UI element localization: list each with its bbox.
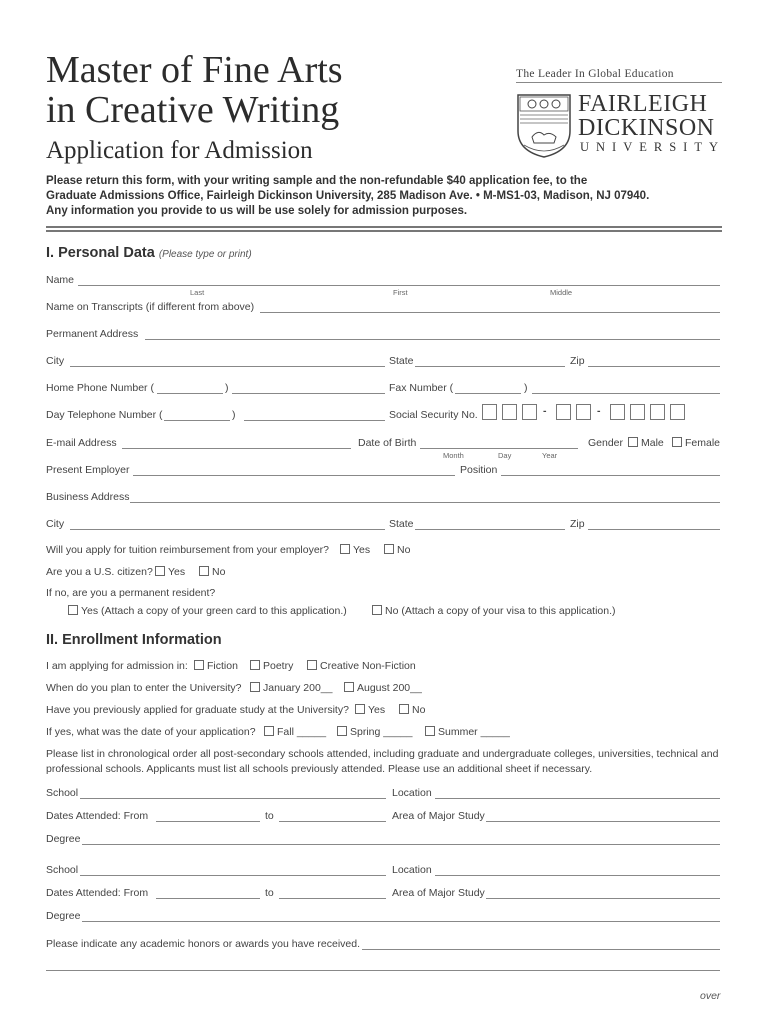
option-label: Fall _____ <box>277 726 327 738</box>
zip-label: Zip <box>570 355 585 367</box>
citizen-question: Are you a U.S. citizen? <box>46 566 153 578</box>
section-note: (Please type or print) <box>158 249 252 260</box>
gender-male-option[interactable] <box>628 437 664 449</box>
tuition-yes-option[interactable] <box>340 544 370 556</box>
schools-instruction-line-1: Please list in chronological order all post-secondary schools attended, including graduate and undergraduate colleges, universities, technical and <box>46 748 719 760</box>
university-name-line-1: FAIRLEIGH <box>578 91 708 117</box>
first-name-caption: First <box>393 288 408 297</box>
dates-to-2-field[interactable] <box>279 898 386 899</box>
option-label: January 200__ <box>263 682 333 694</box>
university-crest-logo <box>514 93 574 159</box>
ssn-digit-box[interactable] <box>556 404 571 420</box>
day-phone-label: Day Telephone Number ( <box>46 409 163 421</box>
ssn-digit-box[interactable] <box>482 404 497 420</box>
instructions-line-3: Any information you provide to us will be use solely for admission purposes. <box>46 205 468 217</box>
option-label: Yes <box>168 566 186 578</box>
gender-female-option[interactable] <box>672 437 720 449</box>
university-name-line-3: UNIVERSITY <box>580 140 725 154</box>
permanent-address-field[interactable] <box>145 339 720 340</box>
employer-label: Present Employer <box>46 464 130 476</box>
email-label: E-mail Address <box>46 437 117 449</box>
ssn-digit-box[interactable] <box>522 404 537 420</box>
business-zip-label: Zip <box>570 518 585 530</box>
home-phone-label: Home Phone Number ( <box>46 382 154 394</box>
option-label: August 200__ <box>357 682 422 694</box>
applying-label: I am applying for admission in: <box>46 660 188 672</box>
ssn-digit-box[interactable] <box>576 404 591 420</box>
tuition-question: Will you apply for tuition reimbursement from your employer? <box>46 544 330 556</box>
name-label: Name <box>46 274 75 286</box>
paren-close: ) <box>225 382 229 394</box>
divider <box>46 230 722 232</box>
middle-name-caption: Middle <box>550 288 573 297</box>
option-label: Female <box>685 437 721 449</box>
university-name-line-2: DICKINSON <box>578 115 715 141</box>
instructions-line-1: Please return this form, with your writing sample and the non-refundable $40 application fee, to the <box>46 175 588 187</box>
tagline: The Leader In Global Education <box>516 68 722 83</box>
location-2-field[interactable] <box>435 875 720 876</box>
city-field[interactable] <box>70 366 385 367</box>
checkbox[interactable] <box>68 605 78 615</box>
major-2-label: Area of Major Study <box>392 887 485 899</box>
poetry-option[interactable] <box>250 660 293 672</box>
honors-field-continued[interactable] <box>46 970 720 971</box>
ssn-digit-box[interactable] <box>650 404 665 420</box>
honors-field[interactable] <box>362 949 720 950</box>
application-date-question: If yes, what was the date of your application? <box>46 726 256 738</box>
business-address-field[interactable] <box>130 502 720 503</box>
page-continue-note: over <box>700 990 721 1002</box>
option-label: No (Attach a copy of your visa to this application.) <box>385 605 616 617</box>
option-label: Yes <box>368 704 386 716</box>
fall-option[interactable] <box>264 726 326 738</box>
section-title: I. Personal Data <box>46 245 155 261</box>
fiction-option[interactable] <box>194 660 238 672</box>
paren-close: ) <box>524 382 528 394</box>
location-2-label: Location <box>392 864 432 876</box>
name-field[interactable] <box>78 285 720 286</box>
location-1-label: Location <box>392 787 432 799</box>
enter-question: When do you plan to enter the University? <box>46 682 242 694</box>
business-city-label: City <box>46 518 65 530</box>
previously-applied-question: Have you previously applied for graduate study at the University? <box>46 704 349 716</box>
dates-from-2-label: Dates Attended: From <box>46 887 149 899</box>
business-zip-field[interactable] <box>588 529 720 530</box>
title-line-2: in Creative Writing <box>46 89 340 131</box>
dates-to-1-label: to <box>265 810 274 822</box>
divider <box>46 226 722 228</box>
checkbox[interactable] <box>628 437 638 447</box>
ssn-digit-box[interactable] <box>610 404 625 420</box>
checkbox[interactable] <box>355 704 365 714</box>
degree-1-field[interactable] <box>82 844 720 845</box>
checkbox[interactable] <box>194 660 204 670</box>
day-phone-field[interactable] <box>244 420 385 421</box>
business-state-label: State <box>389 518 414 530</box>
section-enrollment-heading: II. Enrollment Information <box>46 632 222 648</box>
dates-from-2-field[interactable] <box>156 898 260 899</box>
resident-no-option[interactable] <box>372 605 616 617</box>
email-field[interactable] <box>122 448 351 449</box>
dob-day-caption: Day <box>498 451 512 460</box>
previously-yes-option[interactable] <box>355 704 385 716</box>
fax-label: Fax Number ( <box>389 382 454 394</box>
dob-month-caption: Month <box>443 451 464 460</box>
tuition-no-option[interactable] <box>384 544 410 556</box>
checkbox[interactable] <box>340 544 350 554</box>
degree-2-label: Degree <box>46 910 81 922</box>
transcripts-name-label: Name on Transcripts (if different from above) <box>46 301 255 313</box>
option-label: Fiction <box>207 660 238 672</box>
ssn-dash: - <box>597 405 601 417</box>
dates-to-1-field[interactable] <box>279 821 386 822</box>
dates-to-2-label: to <box>265 887 274 899</box>
creative-nonfiction-option[interactable] <box>307 660 416 672</box>
business-city-field[interactable] <box>70 529 385 530</box>
checkbox[interactable] <box>199 566 209 576</box>
checkbox[interactable] <box>399 704 409 714</box>
position-label: Position <box>460 464 498 476</box>
checkbox[interactable] <box>344 682 354 692</box>
checkbox[interactable] <box>337 726 347 736</box>
resident-question: If no, are you a permanent resident? <box>46 587 216 599</box>
paren-close: ) <box>232 409 236 421</box>
fax-area-code-field[interactable] <box>455 393 521 394</box>
business-address-label: Business Address <box>46 491 130 503</box>
day-phone-area-code-field[interactable] <box>164 420 230 421</box>
major-2-field[interactable] <box>486 898 720 899</box>
instructions-line-2: Graduate Admissions Office, Fairleigh Dickinson University, 285 Madison Ave. • M-MS1-03, Madison, NJ 07940. <box>46 190 650 202</box>
dob-year-caption: Year <box>542 451 558 460</box>
permanent-address-label: Permanent Address <box>46 328 139 340</box>
checkbox[interactable] <box>250 660 260 670</box>
employer-field[interactable] <box>133 475 455 476</box>
checkbox[interactable] <box>372 605 382 615</box>
checkbox[interactable] <box>384 544 394 554</box>
checkbox[interactable] <box>250 682 260 692</box>
checkbox[interactable] <box>307 660 317 670</box>
fax-field[interactable] <box>532 393 720 394</box>
school-1-label: School <box>46 787 79 799</box>
option-label: Yes <box>353 544 371 556</box>
gender-label: Gender <box>588 437 624 449</box>
august-option[interactable] <box>344 682 422 694</box>
summer-option[interactable] <box>425 726 510 738</box>
state-field[interactable] <box>415 366 565 367</box>
zip-field[interactable] <box>588 366 720 367</box>
degree-2-field[interactable] <box>82 921 720 922</box>
form-subtitle: Application for Admission <box>46 137 313 164</box>
dob-label: Date of Birth <box>358 437 417 449</box>
position-field[interactable] <box>501 475 720 476</box>
option-label: Male <box>641 437 664 449</box>
dates-from-1-field[interactable] <box>156 821 260 822</box>
ssn-digit-box[interactable] <box>630 404 645 420</box>
instructions <box>46 174 649 219</box>
option-label: No <box>397 544 411 556</box>
honors-label: Please indicate any academic honors or awards you have received. <box>46 938 361 950</box>
ssn-digit-box[interactable] <box>670 404 685 420</box>
school-1-field[interactable] <box>80 798 386 799</box>
degree-1-label: Degree <box>46 833 81 845</box>
state-label: State <box>389 355 414 367</box>
school-2-label: School <box>46 864 79 876</box>
previously-no-option[interactable] <box>399 704 425 716</box>
spring-option[interactable] <box>337 726 412 738</box>
transcripts-name-field[interactable] <box>260 312 720 313</box>
city-label: City <box>46 355 65 367</box>
title-line-1: Master of Fine Arts <box>46 49 343 91</box>
school-2-field[interactable] <box>80 875 386 876</box>
option-label: No <box>412 704 426 716</box>
option-label: Spring _____ <box>350 726 413 738</box>
checkbox[interactable] <box>264 726 274 736</box>
option-label: Summer _____ <box>438 726 510 738</box>
last-name-caption: Last <box>190 288 205 297</box>
ssn-label: Social Security No. <box>389 409 478 421</box>
checkbox[interactable] <box>155 566 165 576</box>
checkbox[interactable] <box>672 437 682 447</box>
option-label: Poetry <box>263 660 294 672</box>
citizen-no-option[interactable] <box>199 566 225 578</box>
major-1-field[interactable] <box>486 821 720 822</box>
major-1-label: Area of Major Study <box>392 810 485 822</box>
ssn-dash: - <box>543 405 547 417</box>
schools-instruction-line-2: professional schools. Applicants must list all schools previously attended. Please use an additional sheet if necessary. <box>46 763 593 775</box>
option-label: Creative Non-Fiction <box>320 660 416 672</box>
january-option[interactable] <box>250 682 332 694</box>
home-phone-area-code-field[interactable] <box>157 393 223 394</box>
location-1-field[interactable] <box>435 798 720 799</box>
resident-yes-option[interactable] <box>68 605 347 617</box>
dob-field[interactable] <box>420 448 578 449</box>
dates-from-1-label: Dates Attended: From <box>46 810 149 822</box>
checkbox[interactable] <box>425 726 435 736</box>
citizen-yes-option[interactable] <box>155 566 185 578</box>
option-label: Yes (Attach a copy of your green card to this application.) <box>81 605 347 617</box>
business-state-field[interactable] <box>415 529 565 530</box>
ssn-digit-box[interactable] <box>502 404 517 420</box>
option-label: No <box>212 566 226 578</box>
section-personal-data-heading <box>46 245 252 261</box>
home-phone-field[interactable] <box>232 393 385 394</box>
